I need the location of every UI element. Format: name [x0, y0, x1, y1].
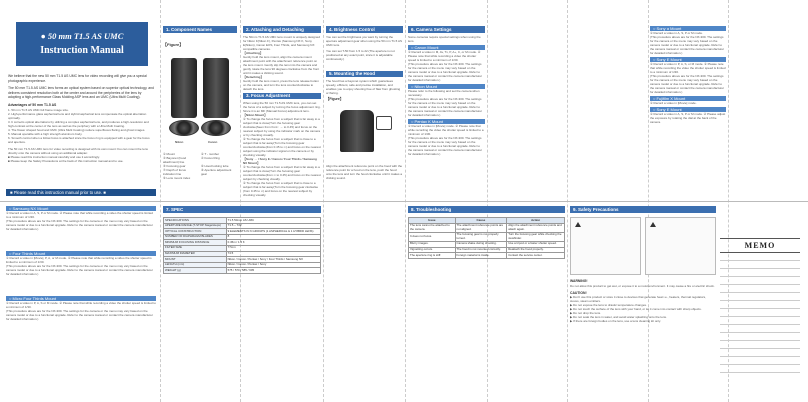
intro-paragraph-1: We believe that the new 50 mm T1.5 AS UMC lens for video recording will give you a special photographic experience.	[8, 74, 147, 83]
list-item: ① Mount	[163, 151, 175, 156]
canon-mount-heading: ○ Canon Mount	[408, 45, 485, 50]
list-item: ▶ Do not touch the surface of the lens with your hand, or let it come into contact with sharp objects.	[570, 307, 702, 312]
nikon-mount-heading: ○ Nikon Mount	[408, 84, 485, 89]
spec-label: OPTICAL CONSTRUCTION	[164, 229, 227, 235]
cover-title-line1: ● 50 mm T1.5 AS UMC	[40, 31, 124, 41]
table-cell: Turn the focusing gear while checking the viewfinder.	[507, 232, 565, 241]
spec-label: MINIMUM FOCUSING DISTANCE	[164, 240, 227, 246]
list-item: 1. 50 mm T1.5 AS UMC full frame image size.	[8, 107, 69, 112]
table-row	[409, 232, 565, 241]
brightness-text: You can set the brightness you want by turning the aperture adjustment gear when using the 50 mm T1.5 AS UMC lens.	[326, 35, 402, 47]
hood-text: The hood has a bayonet system which guarantees speedy, efficient, safe and precise installation, and enables you to enjoy shooting free of flaw from ghosting or flaring.	[326, 79, 401, 95]
list-item: 4. The flower shaped hood and UMC (Ultra Multi Coating) reduce superfluous flaring and ghost images.	[8, 127, 146, 132]
hood-steps: Align the attachment reference point on the hood with the reference point for a hood on the lens, push the hood onto the lens and turn the hood clockwise until it makes a clicking sound.	[326, 163, 403, 180]
detaching-subheading: 【Detaching】	[243, 75, 264, 79]
micro-four-thirds-mount-heading: ○ Micro Four Thirds Mount	[6, 296, 156, 301]
sony-e2-mount-heading: ○ Sony E Mount	[650, 107, 726, 112]
firmware-note: (This procedure above are for the NX-300. The settings for the camera or the menu may vary based on the camera model or due to a functional upgrade. Refer to the camera manual or contact the camera manufacturer for detailed information.)	[6, 219, 153, 231]
table-cell: The hood is not mounted correctly.	[455, 247, 507, 253]
attaching-steps: Gently hold the lens mount, align the camera mount attachment point with the attachment reference point on the lens mount. Gently slip the lens into the camera and gently rotate the lens 90 degrees clockwise from the front until it makes a clicking sound.	[243, 55, 320, 75]
attaching-text: The 50mm T1.5 AS UMC lens mount is uniquely designed for Nikon F(Nikon F), Pentax (Samsung NX K, Sony E(Nikon), Canon EOS, Four Thirds, and Samsung NX compatible cameras.	[243, 35, 320, 51]
table-row	[164, 268, 321, 274]
safety-icons	[570, 217, 716, 275]
troubleshooting-panel	[408, 206, 565, 396]
caution-icon	[650, 222, 656, 227]
list-item: ▶ Do not expose the lens to drastic temperature changes.	[570, 303, 647, 308]
table-cell: The aperture ring is stiff.	[409, 253, 456, 259]
advantages-title: Advantages of 50 mm T1.5 AS	[8, 102, 57, 107]
list-item: ① To change the focus from a subject that is far away to a subject that is close(Turn the focusing gear counterclockwise(from ∞ to 0.45) and focus on the nearest subject by checking visually.	[243, 165, 321, 181]
note-bullet: ■ Please read this instruction manual carefully and use it accordingly.	[8, 154, 100, 159]
spec-label: MAXIMUM DIAMETER	[164, 251, 227, 257]
component-names-panel	[163, 26, 237, 198]
canon-label: Canon	[208, 139, 218, 144]
focus-nikon-heading: 【Nikon Mount】	[243, 113, 268, 117]
note-bullet: ■ Please keep the Safety Precautions at the back of this instruction manual and to use.	[8, 158, 124, 163]
section-header: 8. Troubleshooting	[408, 206, 565, 213]
table-cell: Blurry images.	[409, 241, 456, 247]
list-item: ② To change the focus from a subject that is close to a subject that is far away(Turn the focusing gear counterclockwise(from 0.45 to ∞) and focus on the nearest subject using the indicator signal on the camera or by checking visually.	[243, 137, 321, 157]
fold-line-horizontal	[0, 201, 808, 202]
cover-title-box	[16, 22, 148, 66]
list-item: ▶ Don't use this product or store it close to devices that generate heat i.e., heaters, thermal regulators, stoves, steam emitters.	[570, 295, 706, 304]
lens-figure	[163, 52, 237, 152]
table-header: Action	[507, 218, 565, 224]
spec-label: MOUNT	[164, 257, 227, 263]
warning-title: WARNING!	[570, 279, 588, 283]
sony-e2-steps: ① Record a video in A, S, P or M mode. ② Please adjust the exposure by rotating the dial at the back of the camera.	[650, 112, 726, 124]
table-row	[409, 223, 565, 232]
spec-value: 575 / 570 / 585 / 605	[226, 268, 320, 274]
firmware-note: (This procedure above are for the NX-300. The settings for the camera or the menu may vary based on the camera model or due to a functional upgrade. Refer to the camera manual or contact the camera manufacturer for detailed information.)	[650, 35, 725, 55]
spec-label: WEIGHT (g)	[164, 268, 227, 274]
spec-label: SPECIFICATIONS	[164, 218, 227, 224]
section-header: 5. Mounting the Hood	[326, 71, 403, 77]
nikon-label: Nikon	[175, 139, 184, 144]
spec-label: NUMBER OF DIAPHRAGM BLADES	[164, 234, 227, 240]
table-header: Issue	[409, 218, 456, 224]
spec-label: LENGTH (mm)	[164, 262, 227, 268]
spec-value: 0.45m / 1.5 ft	[226, 240, 320, 246]
attaching-subheading: 【Attaching】	[243, 51, 263, 55]
table-cell: Reattach the hood properly.	[507, 247, 565, 253]
section-header: 6. Camera Settings	[408, 26, 485, 33]
table-cell: Vignetting occurs.	[409, 247, 456, 253]
table-cell: Contact the service center.	[507, 253, 565, 259]
list-item: ⑧ Aperture adjustment gear	[201, 167, 232, 176]
sony-a-steps: ① Record a video in A, S, P or M mode.	[650, 31, 703, 35]
pentax-mount-heading: ○ Pentax K Mount	[408, 119, 485, 124]
lens-mount-nikon	[169, 120, 199, 136]
brightness-text-2: You can set T-50 from 1.5 to 22.(The aperture is not positioned at any exact point, since it is adjustable continuously.)	[326, 49, 395, 61]
table-cell: It does not focus.	[409, 232, 456, 241]
list-item: 6. Smooth control when a follow focus is attached since the focus ring is equipped with a gear for the focus and aperture.	[8, 135, 150, 144]
focus-text: When using the 50 mm T1.5 AS UMC lens, you can set the focus of a subject by turning the focus adjustment ring. Since it is an MF (Manual Focus) adjustment lens.	[243, 101, 321, 113]
sony-e-mount-heading: ○ Sony E Mount	[650, 57, 726, 62]
spec-label: FILTER SIZE	[164, 245, 227, 251]
read-manual-banner: ■ Please read this instruction manual prior to use. ■	[6, 189, 156, 196]
spec-value: Nikon / Canon / Pentax / Sony / Four Thirds / Samsung NX	[226, 257, 320, 263]
troubleshooting-table	[408, 217, 565, 259]
figure-label: 【Figure】	[163, 42, 184, 47]
section-header: 1. Component Names	[163, 26, 237, 33]
canon-mount-steps: ① Record a video in M, Av, Tv, P, A+, C, or M mode. ② Please note that while recording a video the shutter speed is limited to a minimum of 1/30.	[408, 50, 481, 62]
detaching-steps: Gently hold the lens mount, press the lens release button on the camera, and turn the lens counterclockwise to detach the lens.	[243, 79, 319, 91]
list-item: ⑦ Depth of focus indication line	[163, 167, 186, 176]
figure-label: 【Figure】	[326, 97, 344, 101]
table-cell: The focusing gear is not properly turned.	[455, 232, 507, 241]
table-cell: Foreign material is inside.	[455, 253, 507, 259]
memo-panel	[720, 238, 800, 388]
focus-canon-heading: 【Sony → / Sony E / Canon / Four Thirds / Samsung NX Mount】	[243, 157, 317, 165]
spec-value: 77mm	[226, 245, 320, 251]
pentax-mount-steps: ① Record a video in [Movie] mode. ② Please note that while recording the video the shutter speed is limited to a minimum of 1/30.	[408, 124, 484, 136]
table-cell: Use a tripod or a faster shutter speed.	[507, 241, 565, 247]
list-item: ▶ If there are foreign bodies on the lens, use a lens cleaning kit only.	[570, 319, 661, 324]
lens-mount-canon	[201, 120, 231, 136]
spec-value: 74.5	[226, 251, 320, 257]
firmware-note: (This procedure above are for the NX-300. The settings for the camera or the menu may vary based on the camera model or due to a functional upgrade. Refer to the camera manual or contact the camera manufacturer for detailed information.)	[408, 62, 483, 82]
four-thirds-mount-heading: ○ Four Thirds Mount	[6, 251, 156, 256]
nikon-mount-text: Please refer to the following and set the camera when necessary.	[408, 89, 480, 97]
camera-settings-text: Some cameras require special settings when using the lens.	[408, 35, 481, 43]
firmware-note: (This procedure above are for the NX-300. The settings for the camera or the menu may vary based on the camera model or due to a functional upgrade. Refer to the camera manual or contact the camera manufacturer for detailed information.)	[6, 264, 153, 276]
lens-illustration-canon	[203, 58, 229, 118]
spec-table	[163, 217, 321, 274]
caution-illustration	[645, 217, 716, 275]
section-header: 9. Safety Precautions	[570, 206, 716, 213]
section-header: 2. Attaching and Detaching	[243, 26, 321, 33]
samsung-mount-heading: ○ Samsung NX Mount	[6, 206, 156, 211]
hood-figure	[326, 102, 403, 164]
list-item: ▶ Do not drop the lens.	[570, 311, 601, 316]
spec-label: APERTURE RANGE (T-STOP Stage/steps)	[164, 223, 227, 229]
camera-settings-panel	[408, 26, 485, 198]
warning-icon	[575, 222, 581, 227]
mount-note: The 50 mm T1.5 AS UMC lens for video recording is designed with its own mount.You can mount the lens directly onto the camera without using an additional adapter.	[8, 146, 148, 155]
brightness-hood-panel	[326, 26, 403, 198]
intro-paragraph-2: The 50 mm T1.5 AS UMC lens forms an optical system based on superior optical technology, and delivers consistent resolution both at the center and around the peripheries of the lens by adopting a high-performance Glass Molding ASP lens and an UMC (Ultra Multi Coating).	[8, 86, 154, 100]
firmware-note: (This procedure above are for the NX-300. The settings for the camera or the menu may vary based on the camera model or due to a functional upgrade. Refer to the camera manual or contact the camera manufacturer for detailed information.)	[408, 136, 483, 156]
four-thirds-steps: ① Record a video in [Movie], P, A, or M mode. ② Please note that while recording a video the shutter speed is limited to a minimum of 1/30.	[6, 256, 152, 264]
list-item: ③ Bayonet (hood attachment) line	[163, 155, 187, 164]
table-cell: The attachment reference points are not aligned.	[455, 223, 507, 232]
spec-value: 9 ELEMENTS IN 6 GROUPS (1 ASPHERICAL & 1 HYBRID LENS)	[226, 229, 320, 235]
micro-four-thirds-steps: ① Record a video in P, A, S or M mode. ② Please note that while recording a video the shutter speed is limited to a minimum of 1/30.	[6, 301, 156, 309]
section-header: 7. SPEC	[163, 206, 321, 213]
list-item: ⑤ Focusing gear	[163, 163, 186, 168]
list-item: 3. It corrects optical aberrations by utilizing a complex aspherical lens, and produces a high-resolution and high-contrast at the center of the lens as well as the periphery with a Ultra Multi Coating.	[8, 119, 149, 128]
caution-title: CAUTION!	[570, 290, 587, 295]
spec-value: Nikon / Canon / Pentax / Sony	[226, 262, 320, 268]
safety-panel	[570, 206, 716, 396]
list-item: ② To change the focus from a subject that is close to a subject that is far away(Turn the focusing gear clockwise (from 0.45 to ∞) and focus on the nearest subject by checking visually.	[243, 181, 319, 197]
list-item: 2. High-performance glass aspherical lens and Hybrid aspherical lens compensate the optical aberration optimally.	[8, 111, 147, 120]
warning-text: Do not allow this product to get wet, or expose it to a moist environment. It may cause a fire or electric shock.	[570, 283, 715, 288]
list-item: ④ Focus Ring	[201, 155, 220, 160]
fujifilm-mount-heading: ○ Fujifilm X Mount	[650, 96, 726, 101]
lens-illustration-nikon	[171, 58, 197, 118]
list-item: ② T - number	[201, 151, 220, 156]
table-cell: The lens cannot be attached to the camera.	[409, 223, 456, 232]
lens-hood-illustration	[340, 110, 374, 152]
section-header: 4. Brightness Control	[326, 26, 403, 33]
cover-title-line2: Instruction Manual	[40, 45, 124, 56]
firmware-note: (This procedure above are for the NX-300. The settings for the camera or the menu may vary based on the camera model or due to a functional upgrade. Refer to the camera manual or contact the camera manufacturer for detailed information.)	[408, 97, 483, 117]
table-cell: Align the attachment reference points and attach again.	[507, 223, 565, 232]
list-item: 5. Manual operable with a high strength aluminum body.	[8, 131, 83, 136]
section-header: 3. Focus Adjustment	[243, 93, 321, 99]
list-item: ⑨ Lens mount index	[163, 175, 191, 180]
sony-e-steps: ① Record a video in P, A, S, or M mode. ② Please note that while recording the video the shutter speed is limited to a minimum of 1/30.	[650, 62, 726, 74]
firmware-note: (This procedure above are for the NX-300. The settings for the camera or the menu may vary based on the camera model or due to a functional upgrade. Refer to the camera manual or contact the camera manufacturer for detailed information.)	[6, 309, 153, 321]
cover-panel	[6, 6, 156, 198]
attaching-focus-panel	[243, 26, 321, 198]
advantages-list	[8, 108, 154, 144]
spec-panel	[163, 206, 321, 396]
firmware-note: (This procedure above are for the NX-300. The settings for the camera or the menu may vary based on the camera model or due to a functional upgrade. Refer to the camera manual or contact the camera manufacturer for detailed information.)	[650, 74, 725, 94]
spec-value: T1.5 50mm AS UMC	[226, 218, 320, 224]
list-item: ⑥ Hood locking tube	[201, 163, 229, 168]
list-item: ▶ Do not soak the lens in water, and avoid water splashing onto the lens.	[570, 315, 667, 320]
memo-title: MEMO	[720, 238, 800, 253]
sony-a-mount-heading: ○ Sony α Mount	[650, 26, 726, 31]
mount-settings-panel-left	[6, 206, 156, 396]
fujifilm-steps: ① Record a video in [Movie] mode.	[650, 101, 697, 105]
samsung-steps: ① Record a video in A, S, P or M mode. ② Please note that while recording a video the shutter speed is limited to a minimum of 1/30.	[6, 211, 153, 219]
spec-value: 8	[226, 234, 320, 240]
spec-value: T1.5 ~ T22	[226, 223, 320, 229]
mount-settings-panel-right	[650, 26, 726, 198]
list-item: ① To change the focus from a subject that is far away to a subject that is close(Turn the focusing gear clockwise(Seen from front : → to 0.45) and focus on the nearest subject by using the indicator mark on the camera or by checking visually.	[243, 117, 321, 137]
component-list	[163, 152, 237, 180]
table-row	[409, 253, 565, 259]
warning-illustration	[570, 217, 641, 275]
hood-piece-illustration	[376, 116, 392, 130]
table-header: Cause	[455, 218, 507, 224]
table-cell: Camera shake during shooting.	[455, 241, 507, 247]
